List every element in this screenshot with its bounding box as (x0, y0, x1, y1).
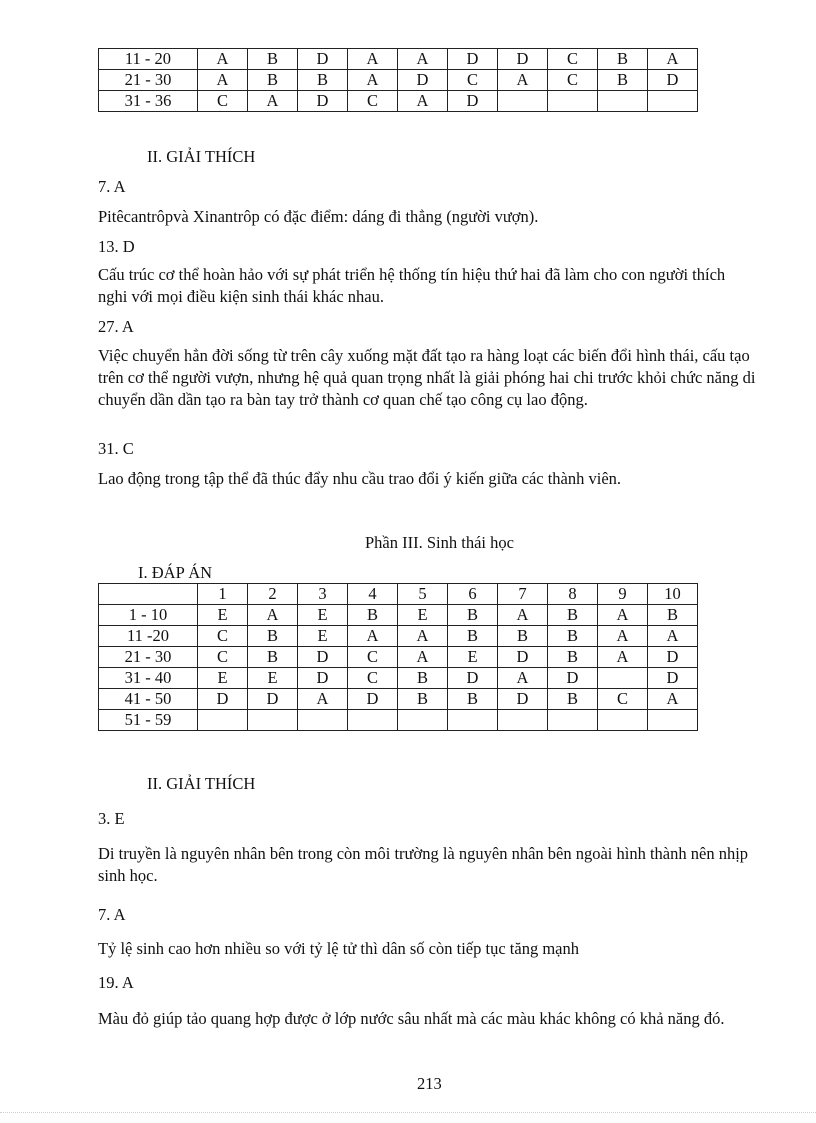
answer-cell: E (248, 668, 298, 689)
answer-cell: D (298, 91, 348, 112)
answer-cell: D (198, 689, 248, 710)
answer-cell: D (298, 647, 348, 668)
answer-cell: B (548, 689, 598, 710)
answer-cell: B (548, 647, 598, 668)
answer-cell: B (598, 49, 648, 70)
answer-cell: C (448, 70, 498, 91)
row-range-label: 31 - 40 (99, 668, 198, 689)
answer-cell: A (198, 49, 248, 70)
answer-cell (548, 91, 598, 112)
answer-cell (398, 710, 448, 731)
answer-cell: B (448, 605, 498, 626)
answer-cell: C (198, 626, 248, 647)
answer-cell: B (498, 626, 548, 647)
row-range-label: 21 - 30 (99, 70, 198, 91)
table-header-cell: 6 (448, 584, 498, 605)
table-row (99, 710, 698, 731)
answer-cell: A (598, 605, 648, 626)
table-row (99, 668, 698, 689)
answer-cell (598, 710, 648, 731)
table-row (99, 91, 698, 112)
table-row (99, 70, 698, 91)
answer-cell (298, 710, 348, 731)
answer-cell: A (398, 91, 448, 112)
explanation-text: Màu đỏ giúp tảo quang hợp được ở lớp nước sâu nhất mà các màu khác không có khả năng đó. (98, 1009, 725, 1028)
answer-cell (498, 710, 548, 731)
table-header-cell: 1 (198, 584, 248, 605)
answer-cell: A (248, 91, 298, 112)
answer-cell: A (648, 49, 698, 70)
answer-cell: D (348, 689, 398, 710)
explanation-label: 31. C (98, 439, 134, 458)
table-header-cell: 4 (348, 584, 398, 605)
section-heading-explanation: II. GIẢI THÍCH (147, 147, 256, 166)
row-range-label: 21 - 30 (99, 647, 198, 668)
answer-cell: D (298, 49, 348, 70)
answer-cell: D (298, 668, 348, 689)
page-number: 213 (417, 1074, 442, 1093)
explanation-label: 19. A (98, 973, 134, 992)
row-range-label: 11 - 20 (99, 49, 198, 70)
table-header-row (99, 584, 698, 605)
explanation-text: Việc chuyển hẳn đời sống từ trên cây xuống mặt đất tạo ra hàng loạt các biến đổi hình thái, cấu tạo trên cơ thể người vượn, nhưng hệ quả quan trọng nhất là giải phóng hai chi trước khỏi chức năng di chuyển dần dần tạo ra bàn tay trở thành cơ quan chế tạo công cụ lao động. (98, 346, 756, 409)
table-row (99, 689, 698, 710)
answer-cell: C (548, 49, 598, 70)
answer-cell: B (348, 605, 398, 626)
answer-cell: B (598, 70, 648, 91)
answer-cell: A (348, 626, 398, 647)
explanation-text: Cấu trúc cơ thể hoàn hảo với sự phát triển hệ thống tín hiệu thứ hai đã làm cho con người thích nghi với mọi điều kiện sinh thái khác nhau. (98, 265, 726, 306)
answer-cell: A (398, 626, 448, 647)
answer-cell: B (548, 605, 598, 626)
answer-cell: B (448, 689, 498, 710)
table-header-cell: 10 (648, 584, 698, 605)
answer-cell: D (448, 91, 498, 112)
answer-cell: A (648, 689, 698, 710)
answer-cell: A (398, 49, 448, 70)
answer-cell: C (198, 647, 248, 668)
table-header-cell (99, 584, 198, 605)
answer-table-part2 (98, 48, 698, 112)
answer-cell: A (498, 605, 548, 626)
table-header-cell: 5 (398, 584, 448, 605)
answer-cell: E (448, 647, 498, 668)
answer-cell: B (248, 626, 298, 647)
table-row (99, 626, 698, 647)
answer-cell: A (398, 647, 448, 668)
table-header-cell: 7 (498, 584, 548, 605)
answer-cell: C (598, 689, 648, 710)
table-row (99, 49, 698, 70)
answer-cell: E (198, 668, 248, 689)
answer-cell: E (298, 626, 348, 647)
answer-cell: D (498, 647, 548, 668)
explanation-label: 27. A (98, 317, 134, 336)
answer-cell: B (248, 49, 298, 70)
answer-cell: D (548, 668, 598, 689)
answer-cell: B (448, 626, 498, 647)
answer-cell: D (498, 49, 548, 70)
row-range-label: 1 - 10 (99, 605, 198, 626)
answer-cell: E (198, 605, 248, 626)
page-bottom-rule (0, 1112, 816, 1113)
table-header-cell: 2 (248, 584, 298, 605)
row-range-label: 41 - 50 (99, 689, 198, 710)
row-range-label: 51 - 59 (99, 710, 198, 731)
explanation-text: Lao động trong tập thể đã thúc đẩy nhu cầu trao đổi ý kiến giữa các thành viên. (98, 469, 622, 488)
table-header-cell: 8 (548, 584, 598, 605)
answer-cell: C (348, 647, 398, 668)
answer-cell: B (398, 689, 448, 710)
section-heading-explanation: II. GIẢI THÍCH (147, 774, 256, 793)
explanation-text: Tỷ lệ sinh cao hơn nhiều so với tỷ lệ tử thì dân số còn tiếp tục tăng mạnh (98, 939, 579, 958)
explanation-label: 3. E (98, 809, 125, 828)
answer-cell: D (448, 668, 498, 689)
answer-cell: D (498, 689, 548, 710)
answer-cell: C (348, 668, 398, 689)
answer-cell (598, 91, 648, 112)
answer-cell: A (348, 70, 398, 91)
answer-cell: C (548, 70, 598, 91)
answer-heading: I. ĐÁP ÁN (138, 563, 213, 582)
part-title: Phần III. Sinh thái học (365, 533, 514, 552)
answer-cell: D (648, 668, 698, 689)
explanation-label: 13. D (98, 237, 135, 256)
table-header-cell: 9 (598, 584, 648, 605)
answer-cell (648, 710, 698, 731)
answer-cell: D (648, 647, 698, 668)
answer-cell (548, 710, 598, 731)
answer-cell: D (448, 49, 498, 70)
answer-cell: E (298, 605, 348, 626)
table-row (99, 605, 698, 626)
answer-cell: B (248, 647, 298, 668)
answer-table-part3 (98, 583, 698, 731)
answer-cell: B (548, 626, 598, 647)
answer-cell (598, 668, 648, 689)
answer-cell: C (348, 91, 398, 112)
answer-cell: B (648, 605, 698, 626)
answer-cell: A (598, 626, 648, 647)
answer-cell: D (248, 689, 298, 710)
answer-cell: A (298, 689, 348, 710)
answer-cell: D (648, 70, 698, 91)
explanation-text: Di truyền là nguyên nhân bên trong còn môi trường là nguyên nhân bên ngoài hình thành nên nhịp sinh học. (98, 844, 749, 885)
answer-cell (248, 710, 298, 731)
answer-cell: B (398, 668, 448, 689)
explanation-label: 7. A (98, 905, 126, 924)
answer-cell: A (648, 626, 698, 647)
answer-cell: B (248, 70, 298, 91)
explanation-text: Pitêcantrôpvà Xinantrôp có đặc điểm: dáng đi thẳng (người vượn). (98, 207, 539, 226)
answer-cell (448, 710, 498, 731)
row-range-label: 31 - 36 (99, 91, 198, 112)
answer-cell: A (498, 70, 548, 91)
answer-cell: A (498, 668, 548, 689)
answer-cell: C (198, 91, 248, 112)
answer-cell (348, 710, 398, 731)
answer-cell (648, 91, 698, 112)
answer-cell: A (348, 49, 398, 70)
answer-cell: A (248, 605, 298, 626)
answer-cell: A (198, 70, 248, 91)
answer-cell: A (598, 647, 648, 668)
answer-cell: D (398, 70, 448, 91)
answer-cell: E (398, 605, 448, 626)
table-header-cell: 3 (298, 584, 348, 605)
table-row (99, 647, 698, 668)
explanation-label: 7. A (98, 177, 126, 196)
row-range-label: 11 -20 (99, 626, 198, 647)
answer-cell (498, 91, 548, 112)
answer-cell (198, 710, 248, 731)
answer-cell: B (298, 70, 348, 91)
